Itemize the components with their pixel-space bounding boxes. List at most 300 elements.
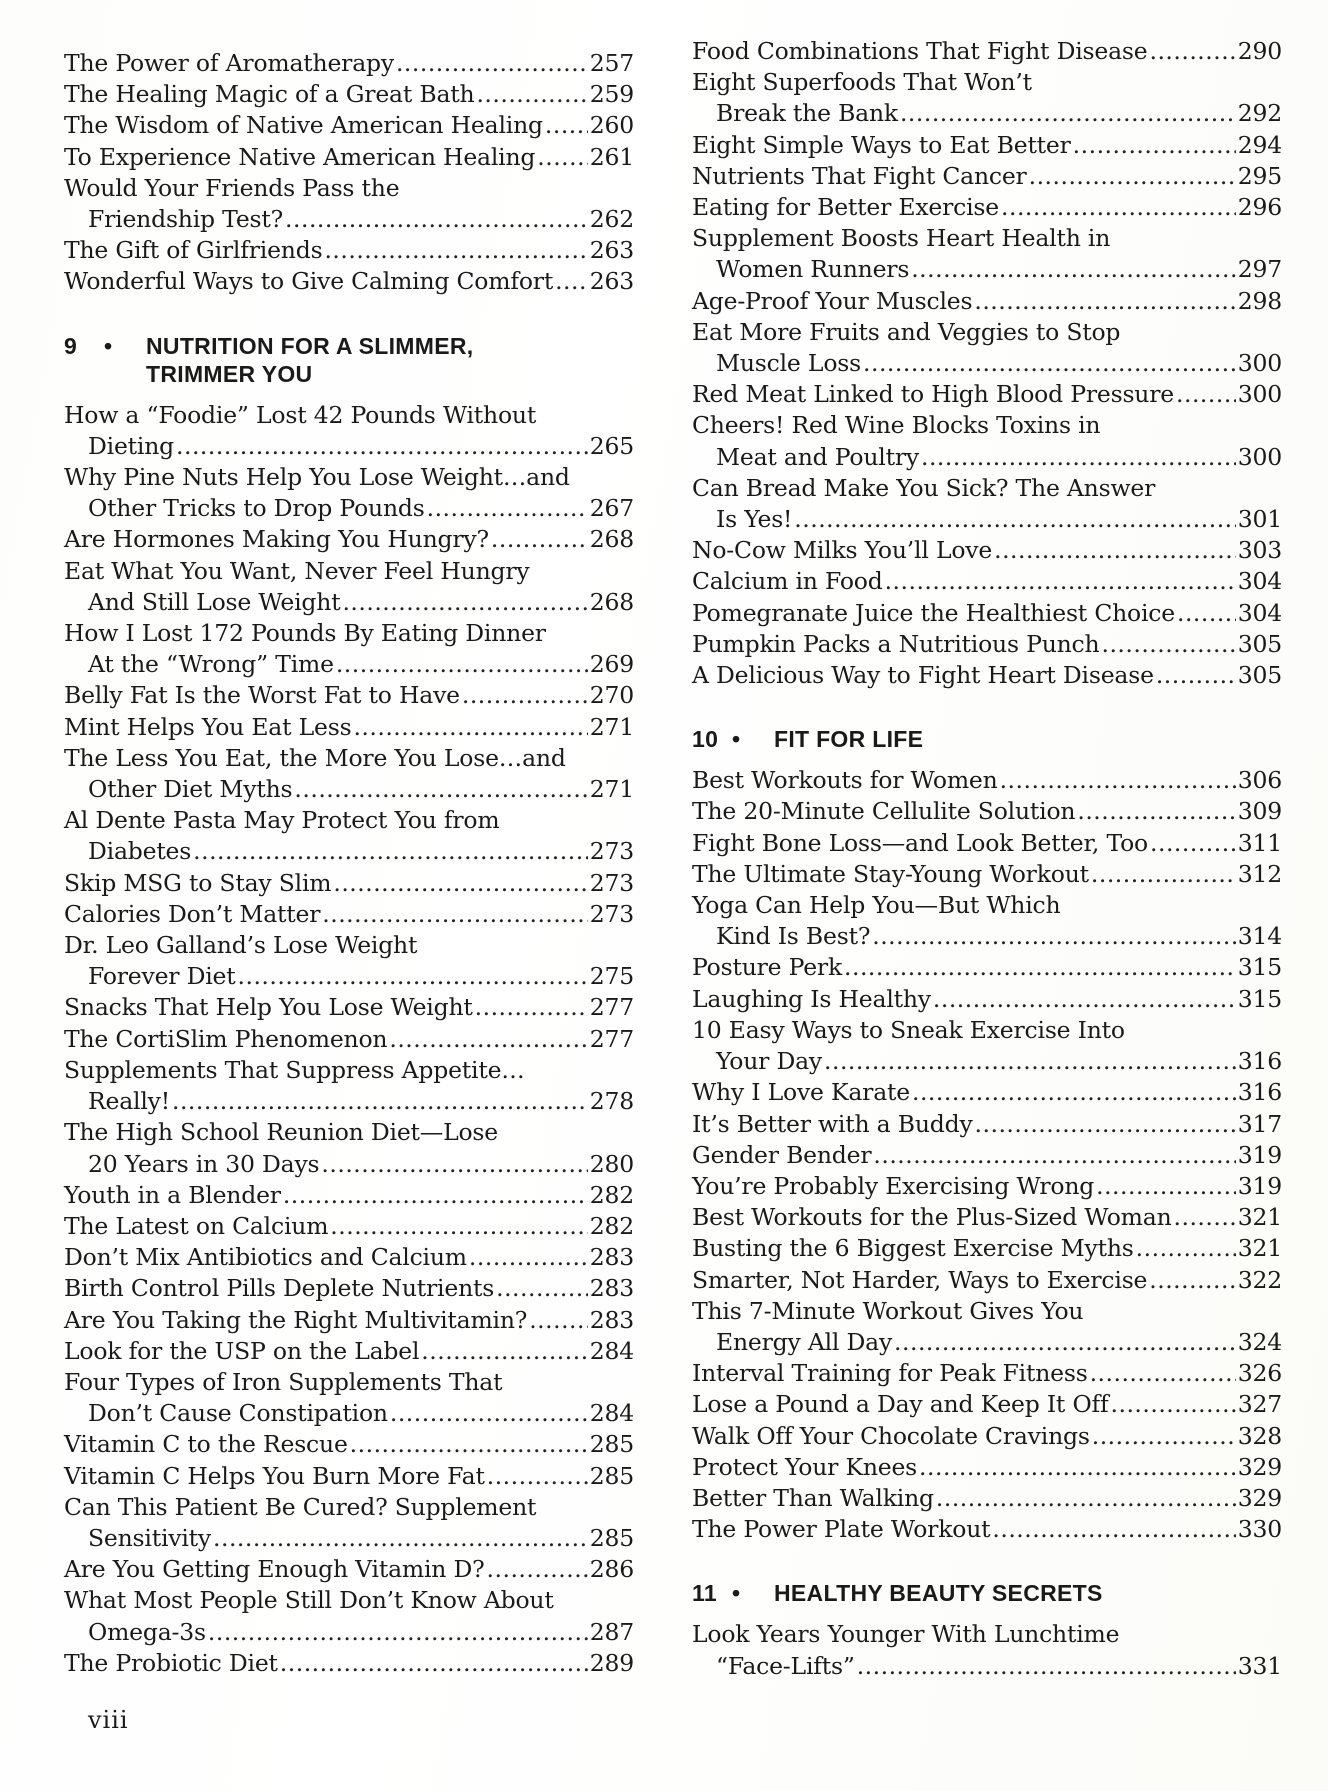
dot-leader	[1001, 192, 1236, 223]
dot-leader	[1029, 161, 1236, 192]
dot-leader	[529, 1305, 588, 1336]
toc-page-number: 297	[1237, 255, 1282, 284]
toc-entry	[692, 598, 1282, 629]
dot-leader	[921, 442, 1236, 473]
toc-entry-line	[692, 1421, 1282, 1452]
toc-entry-line	[64, 1398, 634, 1429]
dot-leader	[491, 524, 588, 555]
toc-entry-line	[692, 1140, 1282, 1171]
toc-entry-line	[692, 67, 1282, 98]
toc-entry-title: Don’t Cause Constipation	[88, 1399, 388, 1428]
toc-entry	[692, 1296, 1282, 1358]
toc-entry-line	[692, 1358, 1282, 1389]
toc-entry-line	[64, 266, 634, 297]
toc-entry	[692, 984, 1282, 1015]
toc-entry	[692, 765, 1282, 796]
toc-page-number: 282	[589, 1180, 634, 1209]
toc-page-number: 331	[1237, 1651, 1282, 1680]
toc-entry	[692, 566, 1282, 597]
toc-entry	[64, 48, 634, 79]
toc-entry-line	[692, 796, 1282, 827]
toc-entry-title: Protect Your Knees	[692, 1452, 918, 1481]
toc-entry-line	[692, 410, 1282, 441]
toc-entry-line	[64, 48, 634, 79]
toc-page-number: 301	[1237, 505, 1282, 534]
toc-entry-line	[64, 524, 634, 555]
toc-page-number: 296	[1237, 193, 1282, 222]
toc-entry	[64, 524, 634, 555]
toc-entry-line	[692, 1514, 1282, 1545]
toc-entry	[64, 462, 634, 524]
toc-entry-title: Supplement Boosts Heart Health in	[692, 224, 1111, 253]
toc-entry-line	[692, 1265, 1282, 1296]
toc-entry-line	[692, 1015, 1282, 1046]
toc-entry-title: How a “Foodie” Lost 42 Pounds Without	[64, 400, 537, 429]
toc-entry-line	[692, 828, 1282, 859]
toc-entry-line	[692, 473, 1282, 504]
toc-page-number: 295	[1237, 161, 1282, 190]
toc-page-number: 284	[589, 1336, 634, 1365]
toc-entry-title: 20 Years in 30 Days	[88, 1149, 320, 1178]
toc-page-number: 309	[1237, 797, 1282, 826]
toc-entry-line	[692, 1046, 1282, 1077]
dot-leader	[857, 1651, 1236, 1682]
toc-entry-line	[692, 36, 1282, 67]
toc-entry-title: Wonderful Ways to Give Calming Comfort	[64, 267, 554, 296]
toc-entry-title: Eating for Better Exercise	[692, 193, 999, 222]
toc-entry	[64, 110, 634, 141]
toc-entry-title: Posture Perk	[692, 953, 842, 982]
toc-entry-title: Really!	[88, 1087, 170, 1116]
dot-leader	[213, 1523, 588, 1554]
toc-entry-title: The CortiSlim Phenomenon	[64, 1024, 388, 1053]
toc-entry	[64, 266, 634, 297]
toc-entry-line	[64, 493, 634, 524]
toc-entry	[692, 1171, 1282, 1202]
toc-entry-title: Red Meat Linked to High Blood Pressure	[692, 380, 1174, 409]
toc-page-number: 304	[1237, 598, 1282, 627]
dot-leader	[974, 286, 1235, 317]
toc-entry-title: A Delicious Way to Fight Heart Disease	[692, 661, 1154, 690]
toc-entry-title: Women Runners	[716, 255, 910, 284]
dot-leader	[336, 649, 588, 680]
dot-leader	[396, 48, 588, 79]
dot-leader	[1136, 1233, 1236, 1264]
dot-leader	[427, 493, 588, 524]
toc-entry-line	[64, 899, 634, 930]
toc-entry-title: Snacks That Help You Lose Weight	[64, 993, 473, 1022]
toc-entry	[64, 1367, 634, 1429]
toc-entry	[64, 1024, 634, 1055]
toc-entry-line	[64, 1523, 634, 1554]
toc-entry-line	[64, 836, 634, 867]
toc-entry-title: Better Than Walking	[692, 1483, 934, 1512]
toc-entry-line	[64, 556, 634, 587]
dot-leader	[342, 587, 587, 618]
toc-entry	[64, 556, 634, 618]
toc-page-number: 289	[589, 1648, 634, 1677]
chapter-title-line: NUTRITION FOR A SLIMMER,	[146, 332, 474, 359]
dot-leader	[176, 431, 588, 462]
chapter-title	[774, 1579, 1282, 1607]
toc-page-number: 311	[1237, 828, 1282, 857]
toc-page-number: 305	[1237, 661, 1282, 690]
dot-leader	[321, 1149, 587, 1180]
dot-leader	[421, 1336, 587, 1367]
toc-entry-title: Would Your Friends Pass the	[64, 173, 400, 202]
toc-page-number: 321	[1237, 1234, 1282, 1263]
toc-page-number: 257	[589, 49, 634, 77]
toc-entry	[64, 680, 634, 711]
toc-entry	[692, 410, 1282, 472]
toc-entry-title: Cheers! Red Wine Blocks Toxins in	[692, 411, 1101, 440]
dot-leader	[537, 142, 587, 173]
dot-leader	[353, 712, 587, 743]
toc-entry-title: Muscle Loss	[716, 349, 861, 378]
toc-page-number: 329	[1237, 1483, 1282, 1512]
toc-page-number: 305	[1237, 629, 1282, 658]
toc-entry-line	[692, 984, 1282, 1015]
toc-entry-line	[64, 743, 634, 774]
dot-leader	[1177, 598, 1236, 629]
chapter-bullet: •	[732, 726, 741, 753]
toc-entry-line	[64, 1429, 634, 1460]
toc-entry-line	[692, 1171, 1282, 1202]
toc-entry-line	[64, 1117, 634, 1148]
chapter-title-line: HEALTHY BEAUTY SECRETS	[774, 1580, 1103, 1607]
toc-entry	[692, 535, 1282, 566]
dot-leader	[324, 235, 587, 266]
toc-entry	[692, 859, 1282, 890]
toc-entry-title: Eight Superfoods That Won’t	[692, 68, 1032, 97]
toc-page-number: 273	[589, 837, 634, 866]
toc-page-number: 312	[1237, 859, 1282, 888]
toc-entry	[64, 743, 634, 805]
toc-entry-line	[64, 680, 634, 711]
dot-leader	[873, 1140, 1235, 1171]
toc-entry-line	[692, 629, 1282, 660]
toc-page-number: 322	[1237, 1265, 1282, 1294]
toc-page-number: 290	[1237, 37, 1282, 65]
toc-entry	[64, 400, 634, 462]
toc-entry	[64, 1585, 634, 1647]
toc-entry-title: 10 Easy Ways to Sneak Exercise Into	[692, 1015, 1125, 1044]
dot-leader	[975, 1109, 1236, 1140]
chapter-number: 11	[692, 1580, 717, 1607]
toc-page-number: 268	[589, 587, 634, 616]
toc-entry-title: Smarter, Not Harder, Ways to Exercise	[692, 1265, 1148, 1294]
chapter-heading	[64, 332, 634, 388]
dot-leader	[238, 961, 588, 992]
toc-page-number: 271	[589, 712, 634, 741]
toc-entry-title: How I Lost 172 Pounds By Eating Dinner	[64, 619, 546, 648]
dot-leader	[475, 992, 588, 1023]
toc-entry	[692, 379, 1282, 410]
toc-entry-title: Four Types of Iron Supplements That	[64, 1367, 503, 1396]
toc-page-number: 319	[1237, 1140, 1282, 1169]
toc-page-number: 286	[589, 1555, 634, 1584]
toc-entry-line	[692, 98, 1282, 129]
toc-page-number: 300	[1237, 349, 1282, 378]
toc-entry-title: Why Pine Nuts Help You Lose Weight…and	[64, 463, 570, 492]
toc-page-number: 259	[589, 80, 634, 109]
dot-leader	[1156, 660, 1236, 691]
toc-entry-title: The Healing Magic of a Great Bath	[64, 80, 475, 109]
toc-entry-line	[64, 992, 634, 1023]
toc-entry-line	[64, 235, 634, 266]
toc-entry-line	[64, 1242, 634, 1273]
toc-page-number: 267	[589, 494, 634, 523]
dot-leader	[469, 1242, 588, 1273]
dot-leader	[1176, 379, 1236, 410]
toc-entry-title: Laughing Is Healthy	[692, 984, 931, 1013]
toc-entry-line	[64, 142, 634, 173]
toc-entry-title: No-Cow Milks You’ll Love	[692, 536, 993, 565]
toc-entry-line	[692, 890, 1282, 921]
dot-leader	[936, 1483, 1236, 1514]
toc-entry-line	[692, 286, 1282, 317]
toc-entry-title: Can Bread Make You Sick? The Answer	[692, 473, 1156, 502]
toc-entry-title: The Probiotic Diet	[64, 1648, 278, 1677]
dot-leader	[476, 79, 587, 110]
toc-page-number: 282	[589, 1211, 634, 1240]
toc-entry-title: Your Day	[716, 1047, 822, 1076]
toc-entry-title: Look Years Younger With Lunchtime	[692, 1620, 1120, 1649]
toc-entry-line	[692, 765, 1282, 796]
toc-entry-title: Diabetes	[88, 837, 192, 866]
dot-leader	[390, 1398, 588, 1429]
dot-leader	[794, 504, 1235, 535]
toc-entry-title: Fight Bone Loss—and Look Better, Too	[692, 828, 1148, 857]
toc-page-number: 324	[1237, 1327, 1282, 1356]
toc-entry-line	[64, 431, 634, 462]
toc-entry	[692, 660, 1282, 691]
toc-page-number: 277	[589, 993, 634, 1022]
toc-entry-line	[64, 1617, 634, 1648]
toc-page-number: 261	[589, 142, 634, 171]
toc-entry	[64, 899, 634, 930]
dot-leader	[994, 535, 1236, 566]
toc-entry-title: Yoga Can Help You—But Which	[692, 891, 1061, 920]
dot-leader	[496, 1273, 588, 1304]
toc-entry	[64, 1242, 634, 1273]
toc-page-number: 284	[589, 1399, 634, 1428]
chapter-bullet: •	[104, 332, 113, 359]
toc-entry	[692, 796, 1282, 827]
toc-entry	[692, 130, 1282, 161]
toc-page-number: 270	[589, 681, 634, 710]
dot-leader	[487, 1461, 588, 1492]
dot-leader	[885, 566, 1236, 597]
dot-leader	[1092, 1421, 1236, 1452]
dot-leader	[487, 1554, 588, 1585]
toc-page-number: 306	[1237, 766, 1282, 795]
toc-entry-line	[692, 379, 1282, 410]
toc-entry-line	[64, 1211, 634, 1242]
toc-entry-line	[64, 1554, 634, 1585]
toc-page-number: 298	[1237, 286, 1282, 315]
dot-leader	[1174, 1202, 1236, 1233]
toc-entry-title: Vitamin C to the Rescue	[64, 1430, 348, 1459]
toc-entry-title: Interval Training for Peak Fitness	[692, 1359, 1088, 1388]
toc-entry	[692, 36, 1282, 67]
toc-entry	[64, 1117, 634, 1179]
chapter-heading	[692, 1579, 1282, 1607]
toc-entry-line	[64, 618, 634, 649]
toc-entry-line	[692, 921, 1282, 952]
toc-entry-line	[692, 1651, 1282, 1682]
toc-entry	[692, 1421, 1282, 1452]
chapter-title-line: TRIMMER YOU	[146, 360, 313, 387]
toc-entry	[64, 142, 634, 173]
toc-entry-line	[64, 1492, 634, 1523]
toc-entry-line	[64, 805, 634, 836]
toc-entry-title: Walk Off Your Chocolate Cravings	[692, 1421, 1090, 1450]
toc-entry-line	[64, 204, 634, 235]
toc-entry-title: Sensitivity	[88, 1523, 211, 1552]
toc-entry-title: Friendship Test?	[88, 205, 284, 234]
chapter-title	[146, 332, 634, 388]
toc-entry-line	[692, 130, 1282, 161]
toc-entry-title: The Latest on Calcium	[64, 1211, 329, 1240]
toc-entry-line	[692, 348, 1282, 379]
toc-entry-title: You’re Probably Exercising Wrong	[692, 1171, 1095, 1200]
dot-leader	[208, 1617, 588, 1648]
toc-entry-line	[692, 1327, 1282, 1358]
toc-entry-title: Omega-3s	[88, 1617, 206, 1646]
toc-page-number: 285	[589, 1523, 634, 1552]
toc-page-number: 294	[1237, 130, 1282, 159]
toc-entry-title: Other Tricks to Drop Pounds	[88, 494, 425, 523]
toc-entry-line	[64, 1055, 634, 1086]
toc-entry-title: Busting the 6 Biggest Exercise Myths	[692, 1234, 1134, 1263]
toc-entry	[692, 286, 1282, 317]
dot-leader	[844, 952, 1236, 983]
toc-entry-line	[692, 1452, 1282, 1483]
dot-leader	[1000, 765, 1236, 796]
toc-entry-title: Kind Is Best?	[716, 922, 871, 951]
toc-entry-title: The Gift of Girlfriends	[64, 236, 323, 265]
toc-entry	[692, 1015, 1282, 1077]
toc-page-number: 273	[589, 899, 634, 928]
chapter-title	[774, 725, 1282, 753]
dot-leader	[1149, 1265, 1235, 1296]
toc-entry-title: It’s Better with a Buddy	[692, 1109, 973, 1138]
toc-page-number: 316	[1237, 1078, 1282, 1107]
toc-entry-title: The Power Plate Workout	[692, 1515, 991, 1544]
toc-entry-line	[64, 649, 634, 680]
toc-entry-title: Eight Simple Ways to Eat Better	[692, 130, 1071, 159]
toc-entry-title: Are You Getting Enough Vitamin D?	[64, 1555, 485, 1584]
toc-entry	[692, 317, 1282, 379]
toc-page-number: 278	[589, 1087, 634, 1116]
toc-page-number: 304	[1237, 567, 1282, 596]
toc-entry-title: The 20-Minute Cellulite Solution	[692, 797, 1076, 826]
toc-page-number: 263	[589, 236, 634, 265]
dot-leader	[872, 921, 1236, 952]
toc-entry	[692, 1514, 1282, 1545]
toc-entry-title: Break the Bank	[716, 99, 898, 128]
toc-entry-line	[64, 400, 634, 431]
toc-entry-line	[692, 566, 1282, 597]
toc-entry	[64, 618, 634, 680]
dot-leader	[894, 1327, 1236, 1358]
toc-page-number: 280	[589, 1149, 634, 1178]
chapter-number: 10	[692, 726, 719, 753]
toc-entry-title: Lose a Pound a Day and Keep It Off	[692, 1390, 1109, 1419]
toc-entry-line	[64, 110, 634, 141]
toc-entry-title: Supplements That Suppress Appetite…	[64, 1055, 525, 1084]
toc-entry-title: Can This Patient Be Cured? Supplement	[64, 1492, 537, 1521]
dot-leader	[911, 254, 1236, 285]
toc-entry	[692, 1358, 1282, 1389]
chapter-title-line: FIT FOR LIFE	[774, 726, 924, 753]
toc-entry	[692, 1452, 1282, 1483]
toc-entry	[64, 173, 634, 235]
toc-entry-line	[64, 868, 634, 899]
toc-right-column	[692, 36, 1282, 1682]
toc-page-number: 326	[1237, 1359, 1282, 1388]
toc-entry-title: At the “Wrong” Time	[88, 650, 334, 679]
toc-page-number: 319	[1237, 1171, 1282, 1200]
toc-entry	[692, 952, 1282, 983]
dot-leader	[545, 110, 588, 141]
toc-page-number: 287	[589, 1617, 634, 1646]
toc-entry	[64, 930, 634, 992]
dot-leader	[1101, 629, 1235, 660]
toc-entry-title: Food Combinations That Fight Disease	[692, 37, 1148, 65]
toc-page-number: 292	[1237, 99, 1282, 128]
dot-leader	[322, 899, 587, 930]
toc-entry-line	[64, 173, 634, 204]
chapter-bullet: •	[732, 1580, 741, 1607]
dot-leader	[933, 984, 1236, 1015]
toc-entry-line	[692, 1483, 1282, 1514]
toc-entry-line	[692, 223, 1282, 254]
toc-entry	[692, 161, 1282, 192]
toc-entry-line	[64, 1180, 634, 1211]
toc-entry-line	[692, 1077, 1282, 1108]
toc-entry-title: “Face-Lifts”	[716, 1651, 855, 1680]
toc-entry-line	[64, 1585, 634, 1616]
dot-leader	[1150, 828, 1236, 859]
toc-entry	[64, 868, 634, 899]
toc-entry-title: Pomegranate Juice the Healthiest Choice	[692, 598, 1175, 627]
toc-entry-title: Gender Bender	[692, 1140, 872, 1169]
toc-entry	[692, 1109, 1282, 1140]
toc-page-number: 271	[589, 775, 634, 804]
toc-entry-title: Pumpkin Packs a Nutritious Punch	[692, 629, 1100, 658]
toc-entry-title: This 7-Minute Workout Gives You	[692, 1296, 1084, 1325]
toc-page-number: 317	[1237, 1109, 1282, 1138]
toc-page-number: 265	[589, 431, 634, 460]
toc-entry-line	[692, 192, 1282, 223]
dot-leader	[919, 1452, 1236, 1483]
toc-page-number: 269	[589, 650, 634, 679]
toc-entry	[692, 1202, 1282, 1233]
dot-leader	[285, 204, 588, 235]
toc-entry	[692, 67, 1282, 129]
toc-entry-title: Eat More Fruits and Veggies to Stop	[692, 317, 1121, 346]
toc-entry	[692, 1389, 1282, 1420]
dot-leader	[283, 1180, 588, 1211]
toc-entry	[692, 1483, 1282, 1514]
toc-left-column	[64, 48, 634, 1679]
dot-leader	[333, 868, 587, 899]
toc-page-number: 268	[589, 525, 634, 554]
toc-entry-title: Al Dente Pasta May Protect You from	[64, 806, 500, 835]
toc-page-number: 283	[589, 1243, 634, 1272]
